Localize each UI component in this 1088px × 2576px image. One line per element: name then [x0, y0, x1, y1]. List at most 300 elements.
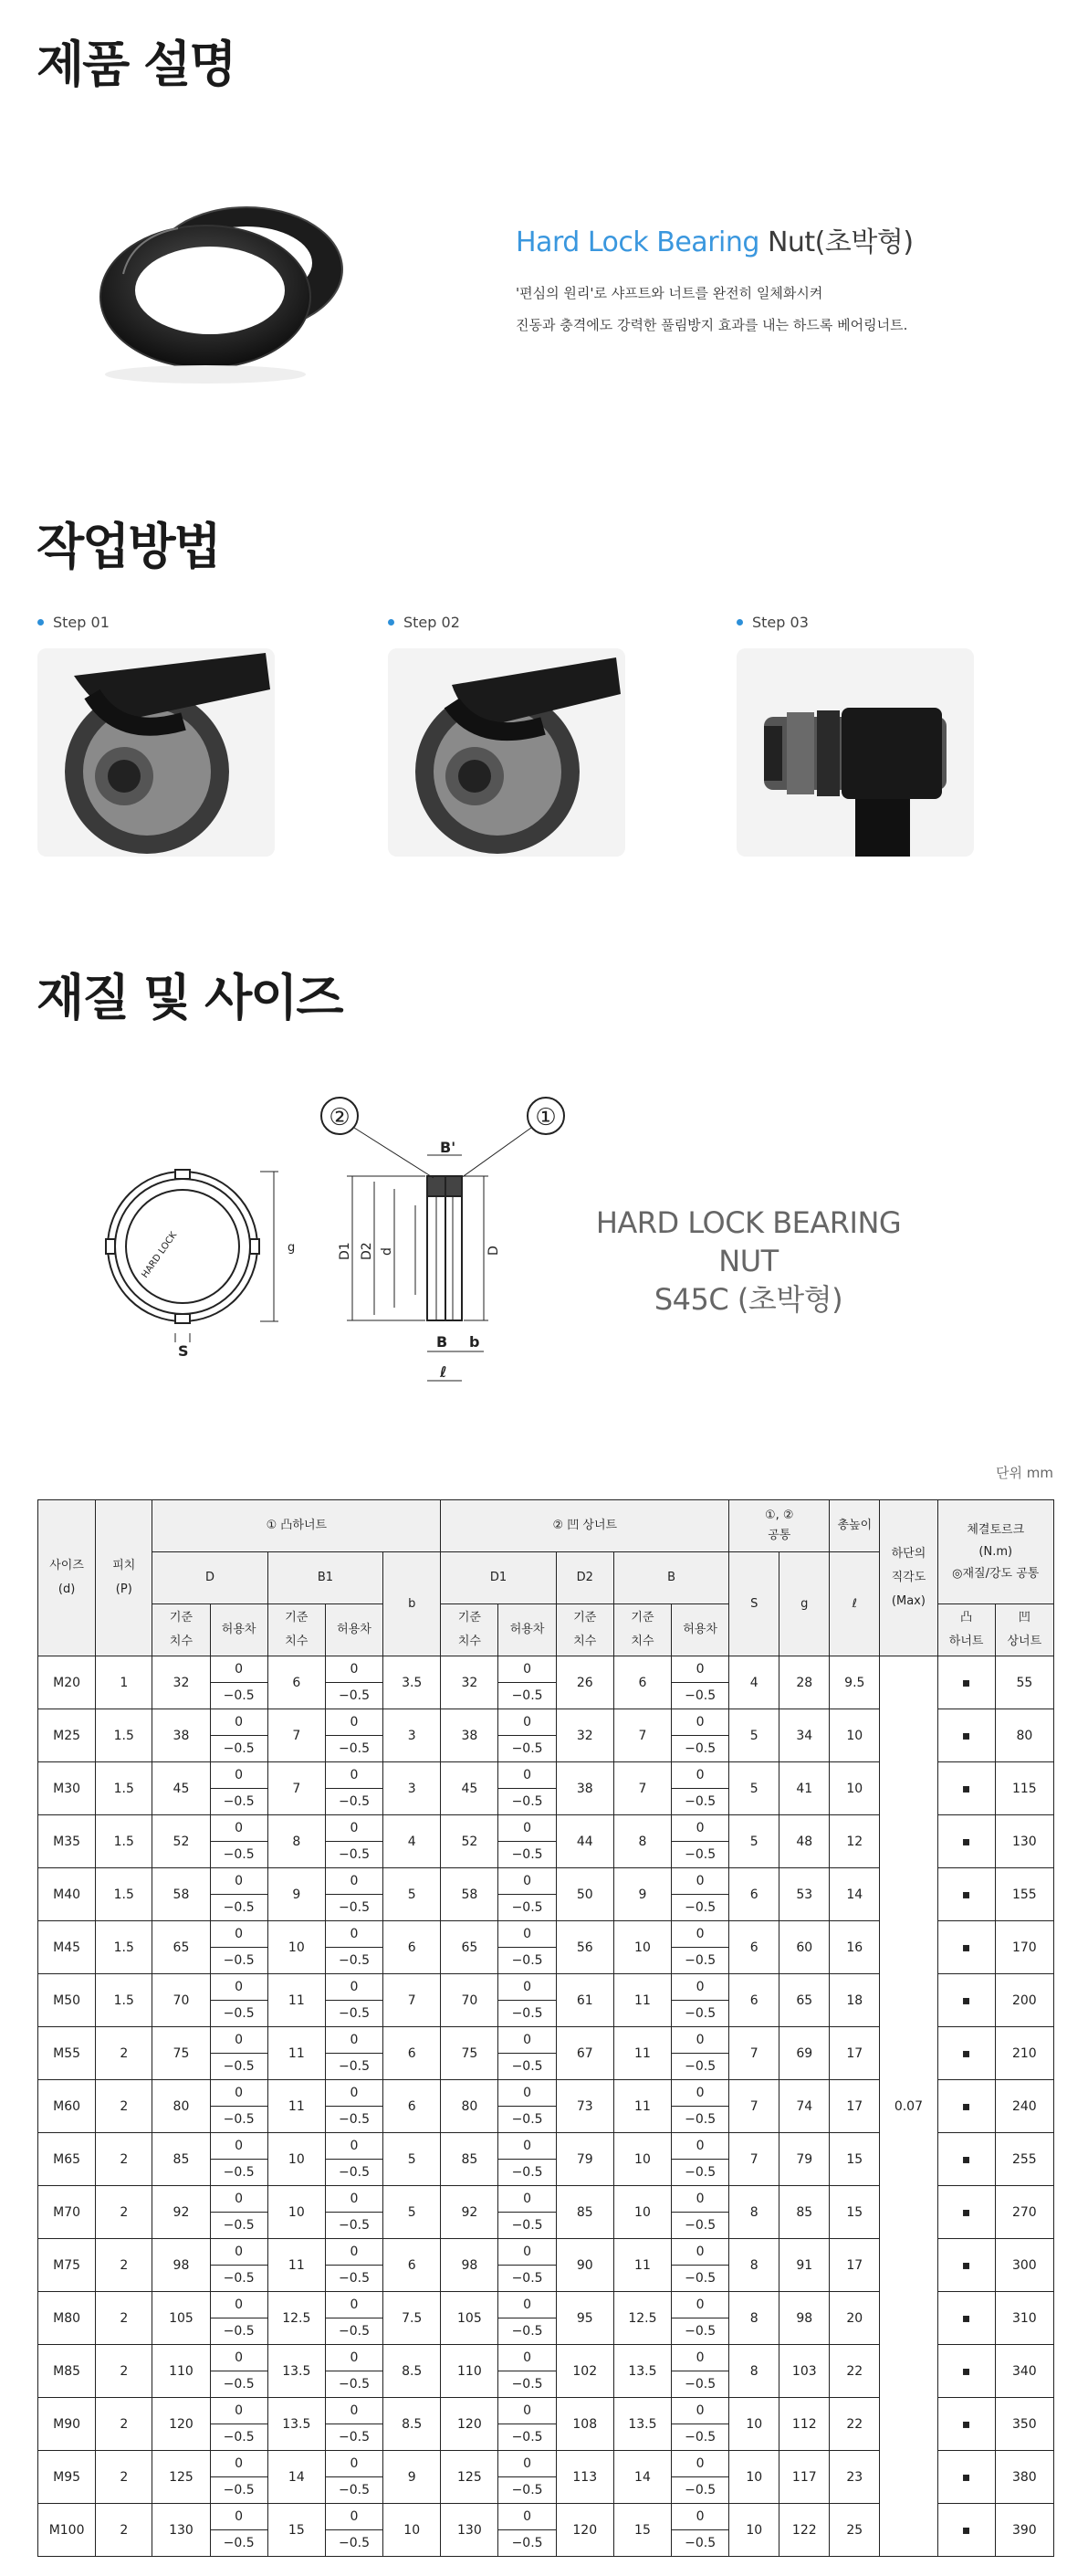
cell-B: 15 — [613, 2504, 671, 2557]
cell-B1: 10 — [267, 2133, 325, 2186]
cell-torque-upper: 380 — [995, 2451, 1053, 2504]
cell-D2: 90 — [556, 2239, 613, 2292]
cell-tol-lower: −0.5 — [498, 2371, 556, 2398]
cell-g: 53 — [779, 1868, 830, 1921]
cell-pitch: 2 — [96, 2080, 152, 2133]
cell-l: 17 — [830, 2080, 880, 2133]
cell-tol-lower: −0.5 — [210, 2318, 267, 2345]
cell-g: 74 — [779, 2080, 830, 2133]
cell-b: 10 — [383, 2504, 441, 2557]
cell-tol-upper: 0 — [672, 1868, 729, 1895]
cell-size: M45 — [38, 1921, 96, 1974]
cell-B1: 10 — [267, 2186, 325, 2239]
cell-torque-upper: 200 — [995, 1974, 1053, 2027]
cell-tol-upper: 0 — [672, 2080, 729, 2107]
cell-tol-lower: −0.5 — [672, 2213, 729, 2239]
cell-B1: 11 — [267, 2027, 325, 2080]
cell-torque-upper: 155 — [995, 1868, 1053, 1921]
header-lower-nut: ① 凸하너트 — [152, 1500, 441, 1552]
cell-tol-upper: 0 — [498, 2186, 556, 2213]
cell-g: 122 — [779, 2504, 830, 2557]
cell-S: 10 — [729, 2451, 779, 2504]
cell-tol-upper: 0 — [210, 2027, 267, 2054]
cell-tol-lower: −0.5 — [210, 2213, 267, 2239]
cell-tol-upper: 0 — [672, 2292, 729, 2318]
cell-D2: 102 — [556, 2345, 613, 2398]
cell-pitch: 2 — [96, 2504, 152, 2557]
header-base: 기준 치수 — [152, 1604, 210, 1656]
cell-tol-lower: −0.5 — [672, 2001, 729, 2027]
cell-tol-lower: −0.5 — [325, 1683, 382, 1709]
cell-tol-upper: 0 — [498, 2345, 556, 2371]
cell-B: 11 — [613, 2080, 671, 2133]
header-tol: 허용차 — [672, 1604, 729, 1656]
cell-tol-upper: 0 — [210, 1921, 267, 1948]
table-row — [38, 1656, 1054, 1683]
cell-tol-upper: 0 — [210, 2292, 267, 2318]
header-B1: B1 — [267, 1552, 382, 1604]
cell-tol-upper: 0 — [210, 2080, 267, 2107]
cell-S: 8 — [729, 2345, 779, 2398]
cell-tol-lower: −0.5 — [672, 2054, 729, 2080]
cell-tol-upper: 0 — [325, 2239, 382, 2266]
cell-D1: 125 — [441, 2451, 498, 2504]
cell-size: M50 — [38, 1974, 96, 2027]
cell-tol-lower: −0.5 — [325, 1948, 382, 1974]
ring-marking: HARD LOCK — [140, 1230, 180, 1280]
header-tol: 허용차 — [210, 1604, 267, 1656]
cell-tol-lower: −0.5 — [210, 2477, 267, 2504]
cell-pitch: 2 — [96, 2398, 152, 2451]
cell-tol-lower: −0.5 — [325, 2107, 382, 2133]
cell-B: 10 — [613, 2186, 671, 2239]
cell-tol-upper: 0 — [672, 1762, 729, 1789]
cell-tol-upper: 0 — [210, 1868, 267, 1895]
cell-l: 9.5 — [830, 1656, 880, 1709]
cell-tol-lower: −0.5 — [498, 2530, 556, 2557]
label-g: g — [288, 1241, 296, 1255]
cell-tol-upper: 0 — [498, 2027, 556, 2054]
header-base: 기준 치수 — [267, 1604, 325, 1656]
cell-tol-lower: −0.5 — [498, 2213, 556, 2239]
cell-S: 6 — [729, 1868, 779, 1921]
cell-pitch: 1.5 — [96, 1974, 152, 2027]
label-b: B — [436, 1333, 448, 1351]
cell-D: 110 — [152, 2345, 210, 2398]
step-3-label: Step 03 — [752, 614, 809, 631]
cell-pitch: 2 — [96, 2186, 152, 2239]
cell-S: 5 — [729, 1815, 779, 1868]
cell-tol-upper: 0 — [325, 2398, 382, 2424]
cell-tol-upper: 0 — [672, 2027, 729, 2054]
cell-torque-upper: 210 — [995, 2027, 1053, 2080]
cell-D: 32 — [152, 1656, 210, 1709]
cell-tol-upper: 0 — [325, 2292, 382, 2318]
cell-torque-upper: 170 — [995, 1921, 1053, 1974]
cell-tol-upper: 0 — [498, 1815, 556, 1842]
cell-D: 130 — [152, 2504, 210, 2557]
cell-tol-upper: 0 — [210, 2398, 267, 2424]
cell-S: 4 — [729, 1656, 779, 1709]
cell-B: 7 — [613, 1709, 671, 1762]
cell-l: 10 — [830, 1709, 880, 1762]
cell-b: 6 — [383, 2027, 441, 2080]
cell-b: 3 — [383, 1709, 441, 1762]
cell-tol-upper: 0 — [210, 2239, 267, 2266]
cell-l: 10 — [830, 1762, 880, 1815]
cell-tol-upper: 0 — [325, 1815, 382, 1842]
cell-b: 6 — [383, 2239, 441, 2292]
cell-tol-upper: 0 — [672, 1656, 729, 1683]
cell-b: 7.5 — [383, 2292, 441, 2345]
cell-size: M65 — [38, 2133, 96, 2186]
cell-tol-lower: −0.5 — [210, 1683, 267, 1709]
cell-B1: 15 — [267, 2504, 325, 2557]
label-d: d — [380, 1247, 394, 1256]
label-d2: D2 — [360, 1242, 374, 1260]
cell-b: 3.5 — [383, 1656, 441, 1709]
cell-torque-lower: ▪ — [937, 2504, 995, 2557]
label-b-prime: B' — [440, 1139, 456, 1156]
cell-D2: 85 — [556, 2186, 613, 2239]
cell-D1: 45 — [441, 1762, 498, 1815]
cell-b: 6 — [383, 1921, 441, 1974]
cell-B: 11 — [613, 2239, 671, 2292]
cell-D: 85 — [152, 2133, 210, 2186]
cell-g: 34 — [779, 1709, 830, 1762]
cell-tol-upper: 0 — [325, 2345, 382, 2371]
cell-B: 7 — [613, 1762, 671, 1815]
label-big-d: D — [486, 1246, 501, 1256]
cell-tol-lower: −0.5 — [672, 2160, 729, 2186]
cell-tol-lower: −0.5 — [325, 2160, 382, 2186]
material-text — [566, 1204, 931, 1319]
cell-tol-lower: −0.5 — [498, 2477, 556, 2504]
cell-B: 11 — [613, 1974, 671, 2027]
cell-B1: 11 — [267, 2080, 325, 2133]
cell-tol-upper: 0 — [498, 2398, 556, 2424]
cell-torque-upper: 300 — [995, 2239, 1053, 2292]
cell-S: 8 — [729, 2239, 779, 2292]
cell-B1: 14 — [267, 2451, 325, 2504]
cell-tol-upper: 0 — [672, 2504, 729, 2530]
header-B: B — [613, 1552, 728, 1604]
cell-g: 79 — [779, 2133, 830, 2186]
step-3-image — [737, 648, 974, 857]
cell-tol-upper: 0 — [672, 2398, 729, 2424]
section-title-product: 제품 설명 — [37, 36, 235, 93]
step-1 — [37, 614, 275, 857]
cell-torque-lower: ▪ — [937, 2292, 995, 2345]
cell-S: 6 — [729, 1921, 779, 1974]
cell-D1: 92 — [441, 2186, 498, 2239]
cell-pitch: 2 — [96, 2345, 152, 2398]
cell-tol-lower: −0.5 — [210, 2266, 267, 2292]
cell-tol-upper: 0 — [672, 1921, 729, 1948]
cell-torque-upper: 115 — [995, 1762, 1053, 1815]
cell-l: 18 — [830, 1974, 880, 2027]
cell-D: 80 — [152, 2080, 210, 2133]
cell-tol-upper: 0 — [498, 1656, 556, 1683]
cell-size: M100 — [38, 2504, 96, 2557]
cell-tol-upper: 0 — [498, 2133, 556, 2160]
cell-torque-lower: ▪ — [937, 2186, 995, 2239]
header-base: 기준 치수 — [556, 1604, 613, 1656]
cell-D1: 38 — [441, 1709, 498, 1762]
cell-D2: 108 — [556, 2398, 613, 2451]
cell-tol-lower: −0.5 — [498, 2001, 556, 2027]
cell-tol-upper: 0 — [210, 1709, 267, 1736]
cell-torque-upper: 55 — [995, 1656, 1053, 1709]
cell-tol-lower: −0.5 — [672, 2266, 729, 2292]
cell-pitch: 1.5 — [96, 1762, 152, 1815]
cell-tol-upper: 0 — [210, 2133, 267, 2160]
cell-tol-upper: 0 — [210, 2345, 267, 2371]
cell-tol-lower: −0.5 — [325, 2266, 382, 2292]
header-b: b — [383, 1552, 441, 1656]
cell-D1: 58 — [441, 1868, 498, 1921]
cell-tol-upper: 0 — [498, 1709, 556, 1736]
cell-l: 17 — [830, 2239, 880, 2292]
header-D: D — [152, 1552, 267, 1604]
cell-tol-lower: −0.5 — [672, 1736, 729, 1762]
cell-g: 85 — [779, 2186, 830, 2239]
cell-tol-upper: 0 — [325, 2080, 382, 2107]
bullet-dot-icon — [737, 619, 743, 626]
cell-torque-lower: ▪ — [937, 2027, 995, 2080]
header-upper-nut: ② 凹 상너트 — [441, 1500, 729, 1552]
cell-B1: 7 — [267, 1762, 325, 1815]
cell-tol-lower: −0.5 — [672, 1948, 729, 1974]
cell-size: M70 — [38, 2186, 96, 2239]
cell-tol-lower: −0.5 — [672, 2371, 729, 2398]
cell-torque-upper: 130 — [995, 1815, 1053, 1868]
cell-D2: 73 — [556, 2080, 613, 2133]
cell-l: 15 — [830, 2186, 880, 2239]
cell-b: 9 — [383, 2451, 441, 2504]
cell-b: 8.5 — [383, 2345, 441, 2398]
cell-size: M35 — [38, 1815, 96, 1868]
product-name — [516, 219, 914, 259]
technical-drawing — [100, 1087, 593, 1397]
cell-D1: 105 — [441, 2292, 498, 2345]
cell-B1: 11 — [267, 2239, 325, 2292]
unit-label: 단위 mm — [996, 1465, 1053, 1481]
cell-D: 65 — [152, 1921, 210, 1974]
cell-b: 8.5 — [383, 2398, 441, 2451]
cell-B: 6 — [613, 1656, 671, 1709]
cell-tol-upper: 0 — [210, 1656, 267, 1683]
cell-tol-upper: 0 — [498, 1921, 556, 1948]
cell-B: 8 — [613, 1815, 671, 1868]
cell-torque-upper: 390 — [995, 2504, 1053, 2557]
cell-tol-upper: 0 — [498, 2504, 556, 2530]
header-l: ℓ — [830, 1552, 880, 1656]
product-description — [516, 278, 914, 342]
cell-tol-lower: −0.5 — [498, 2266, 556, 2292]
cell-torque-lower: ▪ — [937, 1868, 995, 1921]
cell-tol-lower: −0.5 — [210, 1789, 267, 1815]
cell-B: 10 — [613, 1921, 671, 1974]
cell-tol-lower: −0.5 — [325, 2530, 382, 2557]
cell-tol-upper: 0 — [498, 1974, 556, 2001]
cell-tol-lower: −0.5 — [325, 1895, 382, 1921]
cell-l: 22 — [830, 2345, 880, 2398]
cell-l: 22 — [830, 2398, 880, 2451]
cell-torque-lower: ▪ — [937, 2239, 995, 2292]
cell-size: M95 — [38, 2451, 96, 2504]
step-2-label: Step 02 — [403, 614, 460, 631]
cell-g: 98 — [779, 2292, 830, 2345]
cell-D2: 61 — [556, 1974, 613, 2027]
cell-tol-lower: −0.5 — [672, 2424, 729, 2451]
bullet-dot-icon — [37, 619, 44, 626]
cell-D1: 130 — [441, 2504, 498, 2557]
cell-g: 41 — [779, 1762, 830, 1815]
cell-tol-lower: −0.5 — [498, 1842, 556, 1868]
section-title-material: 재질 및 사이즈 — [37, 969, 342, 1026]
cell-tol-upper: 0 — [210, 2451, 267, 2477]
cell-g: 112 — [779, 2398, 830, 2451]
cell-size: M20 — [38, 1656, 96, 1709]
cell-torque-lower: ▪ — [937, 1656, 995, 1709]
cell-torque-upper: 240 — [995, 2080, 1053, 2133]
cell-torque-upper: 80 — [995, 1709, 1053, 1762]
cell-pitch: 1.5 — [96, 1709, 152, 1762]
cell-S: 10 — [729, 2504, 779, 2557]
cell-tol-lower: −0.5 — [498, 1895, 556, 1921]
label-s: S — [178, 1342, 189, 1360]
cell-B1: 12.5 — [267, 2292, 325, 2345]
cell-tol-lower: −0.5 — [210, 2001, 267, 2027]
cell-l: 25 — [830, 2504, 880, 2557]
cell-tol-lower: −0.5 — [210, 2160, 267, 2186]
callout-2: ② — [329, 1104, 350, 1131]
cell-B: 9 — [613, 1868, 671, 1921]
cell-D1: 70 — [441, 1974, 498, 2027]
cell-size: M40 — [38, 1868, 96, 1921]
cell-tol-lower: −0.5 — [210, 2107, 267, 2133]
callout-1: ① — [535, 1104, 557, 1131]
cell-tol-upper: 0 — [325, 2027, 382, 2054]
cell-tol-upper: 0 — [325, 2133, 382, 2160]
cell-b: 7 — [383, 1974, 441, 2027]
cell-tol-upper: 0 — [672, 2451, 729, 2477]
cell-D: 105 — [152, 2292, 210, 2345]
cell-torque-lower: ▪ — [937, 2080, 995, 2133]
cell-B1: 11 — [267, 1974, 325, 2027]
cell-pitch: 2 — [96, 2027, 152, 2080]
cell-B1: 8 — [267, 1815, 325, 1868]
cell-tol-upper: 0 — [498, 2239, 556, 2266]
cell-torque-upper: 270 — [995, 2186, 1053, 2239]
cell-S: 8 — [729, 2292, 779, 2345]
cell-torque-upper: 350 — [995, 2398, 1053, 2451]
cell-tol-upper: 0 — [672, 2345, 729, 2371]
cell-D2: 67 — [556, 2027, 613, 2080]
cell-tol-upper: 0 — [498, 2292, 556, 2318]
cell-tol-lower: −0.5 — [210, 1895, 267, 1921]
product-desc-line-2: 진동과 충격에도 강력한 풀림방지 효과를 내는 하드록 베어링너트. — [516, 317, 908, 333]
cell-tol-upper: 0 — [325, 2451, 382, 2477]
cell-D: 125 — [152, 2451, 210, 2504]
cell-tol-lower: −0.5 — [210, 2530, 267, 2557]
cell-l: 20 — [830, 2292, 880, 2345]
cell-S: 5 — [729, 1709, 779, 1762]
cell-tol-upper: 0 — [325, 1868, 382, 1895]
cell-tol-upper: 0 — [672, 1815, 729, 1842]
product-name-dark: Nut(초박형) — [767, 226, 914, 258]
step-3 — [737, 614, 974, 857]
cell-tol-lower: −0.5 — [498, 2107, 556, 2133]
section-title-method: 작업방법 — [37, 518, 220, 575]
cell-B: 14 — [613, 2451, 671, 2504]
cell-D1: 98 — [441, 2239, 498, 2292]
cell-pitch: 1 — [96, 1656, 152, 1709]
cell-tol-upper: 0 — [498, 2080, 556, 2107]
product-desc-line-1: '편심의 원리'로 샤프트와 너트를 완전히 일체화시켜 — [516, 285, 823, 301]
cell-tol-upper: 0 — [210, 1974, 267, 2001]
cell-D2: 26 — [556, 1656, 613, 1709]
cell-D2: 56 — [556, 1921, 613, 1974]
cell-tol-lower: −0.5 — [672, 2318, 729, 2345]
cell-size: M55 — [38, 2027, 96, 2080]
cell-tol-upper: 0 — [672, 2186, 729, 2213]
cell-torque-lower: ▪ — [937, 2133, 995, 2186]
cell-D1: 85 — [441, 2133, 498, 2186]
cell-l: 16 — [830, 1921, 880, 1974]
cell-D: 98 — [152, 2239, 210, 2292]
cell-b: 5 — [383, 1868, 441, 1921]
cell-B1: 9 — [267, 1868, 325, 1921]
cell-tol-lower: −0.5 — [672, 1789, 729, 1815]
header-height: 총높이 — [830, 1500, 880, 1552]
cell-tol-lower: −0.5 — [672, 2530, 729, 2557]
cell-tol-lower: −0.5 — [325, 1736, 382, 1762]
cell-tol-upper: 0 — [498, 1868, 556, 1895]
cell-tol-lower: −0.5 — [325, 2477, 382, 2504]
cell-tol-upper: 0 — [210, 2186, 267, 2213]
cell-D: 58 — [152, 1868, 210, 1921]
cell-g: 48 — [779, 1815, 830, 1868]
cell-D: 75 — [152, 2027, 210, 2080]
cell-tol-lower: −0.5 — [210, 1736, 267, 1762]
cell-perpendicularity: 0.07 — [880, 1656, 937, 2557]
cell-torque-lower: ▪ — [937, 1921, 995, 1974]
cell-tol-upper: 0 — [325, 1656, 382, 1683]
cell-tol-upper: 0 — [672, 2133, 729, 2160]
cell-S: 8 — [729, 2186, 779, 2239]
header-common: ①, ② 공통 — [729, 1500, 830, 1552]
cell-B1: 6 — [267, 1656, 325, 1709]
cell-tol-upper: 0 — [325, 1921, 382, 1948]
cell-b: 5 — [383, 2186, 441, 2239]
cell-tol-lower: −0.5 — [672, 2477, 729, 2504]
cell-size: M85 — [38, 2345, 96, 2398]
cell-b: 4 — [383, 1815, 441, 1868]
cell-pitch: 2 — [96, 2292, 152, 2345]
cell-tol-lower: −0.5 — [672, 1895, 729, 1921]
cell-tol-lower: −0.5 — [498, 2160, 556, 2186]
cell-g: 65 — [779, 1974, 830, 2027]
cell-D2: 113 — [556, 2451, 613, 2504]
cell-pitch: 1.5 — [96, 1815, 152, 1868]
cell-D: 52 — [152, 1815, 210, 1868]
cell-g: 69 — [779, 2027, 830, 2080]
cell-torque-lower: ▪ — [937, 1974, 995, 2027]
cell-pitch: 2 — [96, 2239, 152, 2292]
cell-D: 45 — [152, 1762, 210, 1815]
